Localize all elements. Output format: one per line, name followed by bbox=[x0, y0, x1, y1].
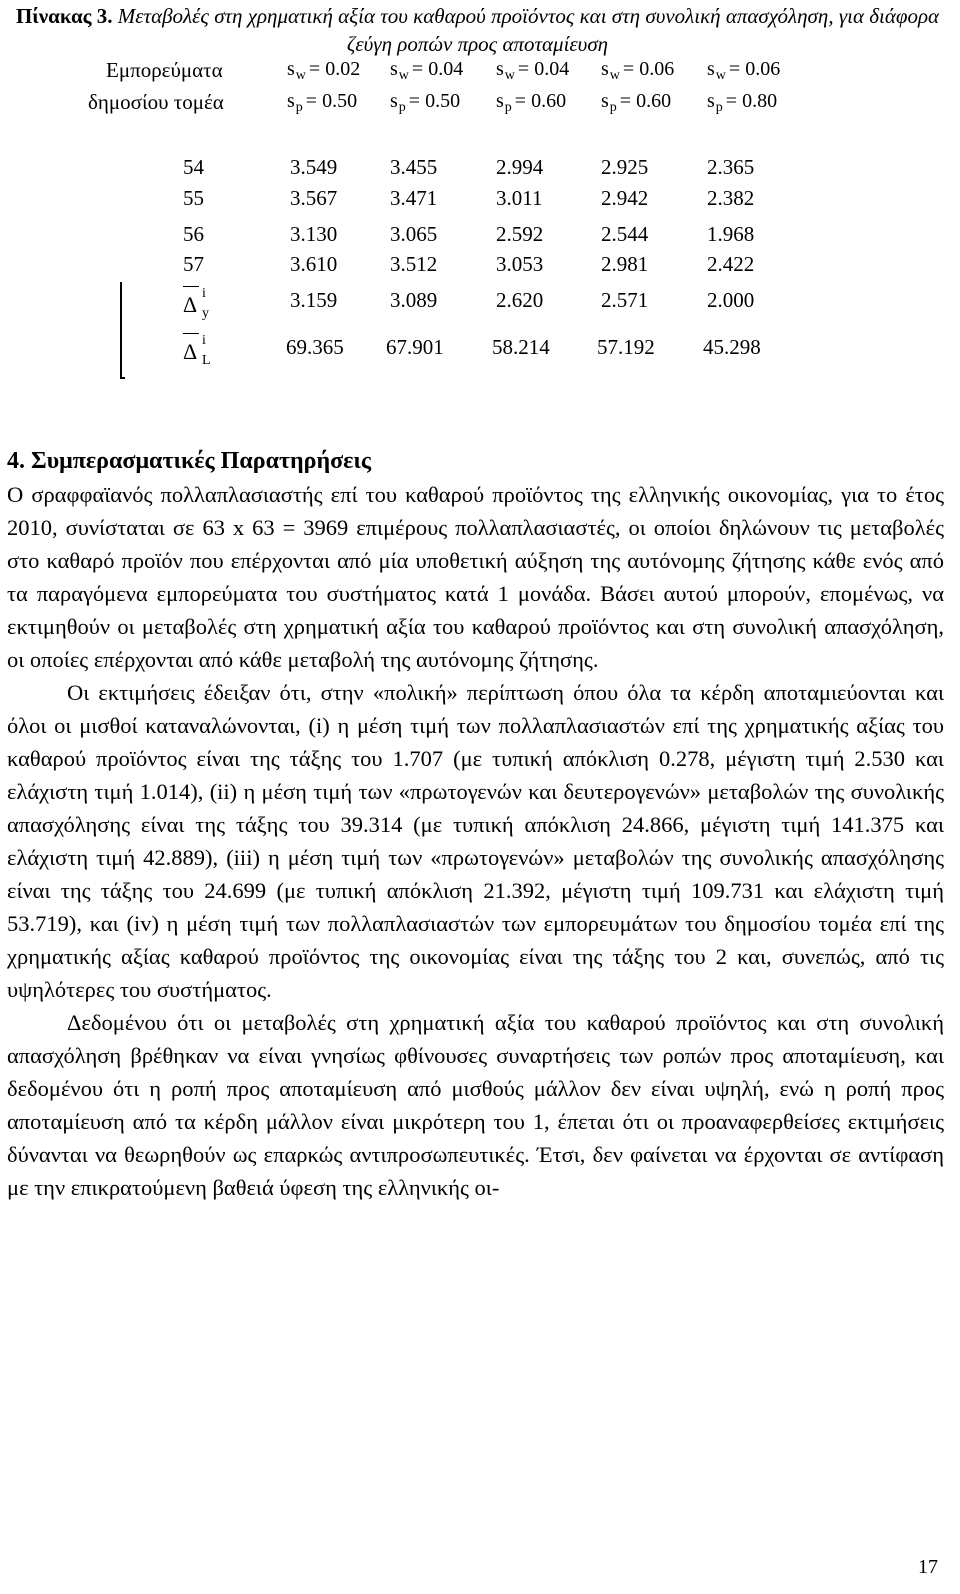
table-cell: 2.571 bbox=[601, 288, 649, 312]
page-number: 17 bbox=[918, 1556, 938, 1578]
table-cell: 2.994 bbox=[496, 155, 544, 179]
param-sp-subscript: p bbox=[295, 100, 303, 115]
param-sw-subscript: w bbox=[398, 68, 409, 83]
table-cell: 67.901 bbox=[386, 335, 444, 359]
section-title: 4. Συμπερασματικές Παρατηρήσεις bbox=[7, 448, 371, 474]
caption-text: Μεταβολές στη χρηματική αξία του καθαρού προϊόντος και στη συνολική απασχόληση, για διάφορα ζεύγη ροπών προς αποταμίευση bbox=[117, 4, 940, 56]
param-sp-col-3: $s_p = 0.60$ bbox=[496, 90, 567, 115]
multiplier-table bbox=[0, 0, 960, 400]
param-sp-col-5: $s_p = 0.80$ bbox=[707, 90, 778, 115]
param-sp-subscript: p bbox=[609, 100, 617, 115]
table-cell: 2.942 bbox=[601, 186, 649, 210]
param-sp-subscript: p bbox=[398, 100, 406, 115]
table-cell: 2.981 bbox=[601, 252, 649, 276]
table-cell: 2.365 bbox=[707, 155, 755, 179]
table-cell: 3.610 bbox=[290, 252, 338, 276]
paragraph-1: Ο σραφφαϊανός πολλαπλασιαστής επί του καθαρού προϊόντος της ελληνικής οικονομίας, για το έτος 2010, συνίσταται σε 63 x 63 = 3969 επιμέρους πολλαπλασιαστές, οι οποίοι δηλώνουν τις μεταβολές στο καθαρό προϊόν που επέρχονται από μία υποθετική αύξηση της αυτόνομης ζήτησης κάθε ενός από τα παραγόμενα εμπορεύματα του συστήματος κατά 1 μονάδα. Βάσει αυτού μπορούν, επομένως, να εκτιμηθούν οι μεταβολές στη χρηματική αξία του καθαρού προϊόντος και στη συνολική απασχόληση, οι οποίες επέρχονται από κάθε μεταβολή της αυτόνομης ζήτησης. bbox=[7, 482, 944, 672]
table-cell: 2.422 bbox=[707, 252, 755, 276]
table-cell: 45.298 bbox=[703, 335, 761, 359]
table-cell: 3.549 bbox=[290, 155, 338, 179]
param-sw-subscript: w bbox=[609, 68, 620, 83]
table-cell: 2.592 bbox=[496, 222, 544, 246]
table-cell: 2.000 bbox=[707, 288, 755, 312]
param-sw-subscript: w bbox=[295, 68, 306, 83]
table-cell: 3.567 bbox=[290, 186, 338, 210]
table-cell: 2.382 bbox=[707, 186, 755, 210]
param-sw-col-5: $s_w = 0.06$ bbox=[707, 58, 781, 83]
delta-y-overbar bbox=[183, 286, 199, 287]
param-sp-subscript: p bbox=[504, 100, 512, 115]
caption-label: Πίνακας 3. bbox=[15, 4, 113, 28]
delta-y-symbol bbox=[183, 286, 209, 321]
param-sw-subscript: w bbox=[715, 68, 726, 83]
param-sw-col-3: $s_w = 0.04$ bbox=[496, 58, 570, 83]
param-sp-subscript: p bbox=[715, 100, 723, 115]
param-sw-subscript: w bbox=[504, 68, 515, 83]
table-cell: 3.053 bbox=[496, 252, 544, 276]
delta-L-superscript: i bbox=[202, 333, 206, 348]
delta-L-overbar bbox=[183, 333, 199, 334]
delta-L-subscript: L bbox=[202, 353, 211, 368]
param-sp-col-1: $s_p = 0.50$ bbox=[287, 90, 358, 115]
delta-y-subscript: y bbox=[202, 306, 209, 321]
row-header-line2: δημοσίου τομέα bbox=[88, 90, 224, 114]
paragraph-3: Δεδομένου ότι οι μεταβολές στη χρηματική αξία του καθαρού προϊόντος και στη συνολική απασχόληση βρέθηκαν να είναι γνησίως φθίνουσες συναρτήσεις των ροπών προς αποταμίευση, και δεδομένου ότι η ροπή προς αποταμίευση από μισθούς μάλλον δεν είναι υψηλή, ενώ η ροπή προς αποταμίευση από τα κέρδη μάλλον είναι μικρότερη του 1, έπεται ότι οι προαναφερθείσες εκτιμήσεις δύνανται να θεωρηθούν ως επαρκώς αντιπροσωπευτικές. Έτσι, δεν φαίνεται να έρχονται σε αντίφαση με την επικρατούμενη βαθειά ύφεση της ελληνικής οι- bbox=[7, 1010, 944, 1200]
row-label-56: 56 bbox=[183, 222, 204, 246]
table-cell: 69.365 bbox=[286, 335, 344, 359]
table-cell: 57.192 bbox=[597, 335, 655, 359]
paragraph-2: Οι εκτιμήσεις έδειξαν ότι, στην «πολική» περίπτωση όπου όλα τα κέρδη αποταμιεύονται και όλοι οι μισθοί καταναλώνονται, (i) η μέση τιμή των πολλαπλασιαστών επί της χρηματικής αξίας του καθαρού προϊόντος είναι της τάξης του 1.707 (με τυπική απόκλιση 0.278, μέγιστη τιμή 2.530 και ελάχιστη τιμή 1.014), (ii) η μέση τιμή των «πρωτογενών και δευτερογενών» μεταβολών της συνολικής απασχόλησης είναι της τάξης του 39.314 (με τυπική απόκλιση 24.866, μέγιστη τιμή 141.375 και ελάχιστη τιμή 42.889), (iii) η μέση τιμή των «πρωτογενών» μεταβολών της συνολικής απασχόλησης είναι της τάξης του 24.699 (με τυπική απόκλιση 21.392, μέγιστη τιμή 109.731 και ελάχιστη τιμή 53.719), και (iv) η μέση τιμή των πολλαπλασιαστών των εμπορευμάτων του δημοσίου τομέα επί της χρηματικής αξίας καθαρού προϊόντος της οικονομίας είναι της τάξης του 2 και, συνεπώς, από τις υψηλότερες του συστήματος. bbox=[7, 680, 944, 1002]
table-cell: 3.455 bbox=[390, 155, 438, 179]
table-cell: 3.512 bbox=[390, 252, 438, 276]
delta-y-glyph: Δ bbox=[183, 292, 198, 317]
table-cell: 2.620 bbox=[496, 288, 544, 312]
row-header-line1: Εμπορεύματα bbox=[106, 58, 223, 82]
table-cell: 3.471 bbox=[390, 186, 438, 210]
row-label-57: 57 bbox=[183, 252, 204, 276]
delta-y-superscript: i bbox=[202, 286, 206, 301]
row-label-54: 54 bbox=[183, 155, 204, 179]
table-bracket-line bbox=[120, 282, 125, 379]
param-sp-col-4: $s_p = 0.60$ bbox=[601, 90, 672, 115]
body-text bbox=[7, 478, 944, 1204]
delta-L-symbol bbox=[183, 333, 211, 368]
delta-L-glyph: Δ bbox=[183, 339, 198, 364]
table-cell: 58.214 bbox=[492, 335, 550, 359]
table-cell: 3.159 bbox=[290, 288, 338, 312]
row-label-55: 55 bbox=[183, 186, 204, 210]
table-cell: 3.089 bbox=[390, 288, 438, 312]
table-cell: 2.544 bbox=[601, 222, 649, 246]
table-cell: 3.065 bbox=[390, 222, 438, 246]
table-cell: 3.130 bbox=[290, 222, 338, 246]
param-sp-col-2: $s_p = 0.50$ bbox=[390, 90, 461, 115]
param-sw-col-4: $s_w = 0.06$ bbox=[601, 58, 675, 83]
table-cell: 3.011 bbox=[496, 186, 543, 210]
table-cell: 2.925 bbox=[601, 155, 649, 179]
table-cell: 1.968 bbox=[707, 222, 755, 246]
param-sw-col-1: $s_w = 0.02$ bbox=[287, 58, 361, 83]
param-sw-col-2: $s_w = 0.04$ bbox=[390, 58, 464, 83]
